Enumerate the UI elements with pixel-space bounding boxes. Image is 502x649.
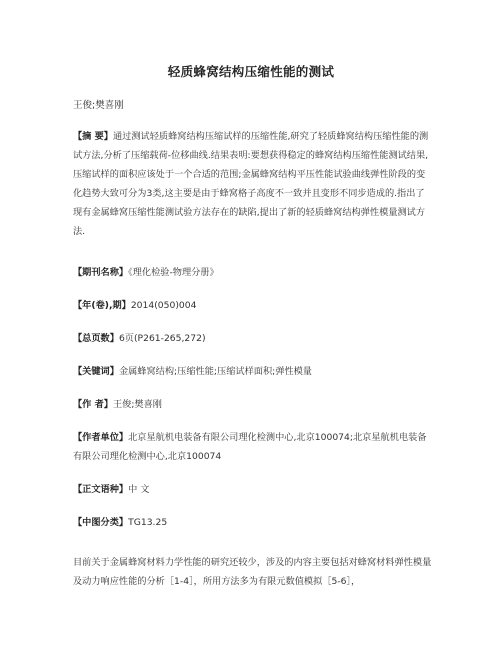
body-paragraph: 目前关于金属蜂窝材料力学性能的研究还较少，涉及的内容主要包括对蜂窝材料弹性模量及动力响应性能的分析［1-4］，所用方法多为有限元数值模拟［5-6］， <box>73 557 432 587</box>
field-value: 2014(050)004 <box>130 300 197 311</box>
field-journal-name <box>73 263 433 282</box>
field-affiliation <box>73 428 433 466</box>
field-label: 【期刊名称】 <box>73 267 129 278</box>
field-classification <box>73 513 433 532</box>
field-authors <box>73 395 433 414</box>
document-title: 轻质蜂窝结构压缩性能的测试 <box>167 64 335 79</box>
field-language <box>73 480 433 499</box>
field-value: 6页(P261-265,272) <box>118 333 206 344</box>
authors-line: 王俊;樊喜刚 <box>73 100 124 111</box>
field-volume-issue <box>73 296 433 315</box>
field-label: 【作者单位】 <box>73 432 129 443</box>
field-value: 《理化检验-物理分册》 <box>128 267 219 278</box>
field-label: 【总页数】 <box>73 333 119 344</box>
field-label: 【关键词】 <box>73 366 119 377</box>
field-value: TG13.25 <box>128 517 168 528</box>
abstract-text: 通过测试轻质蜂窝结构压缩试样的压缩性能,研究了轻质蜂窝结构压缩性能的测试方法,分析了压缩载荷-位移曲线.结果表明:要想获得稳定的蜂窝结构压缩性能测试结果,压缩试样的面积应该处于一个合适的范围;金属蜂窝结构平压性能试验曲线弹性阶段的变化趋势大致可分为3类,这主要是由于蜂窝格子高度不一致并且变形不同步造成的.指出了现有金属蜂窝压缩性能测试验方法存在的缺陷,提出了新的轻质蜂窝结构弹性模量测试方法. <box>73 131 429 237</box>
field-value: 金属蜂窝结构;压缩性能;压缩试样面积;弹性模量 <box>118 366 312 377</box>
field-total-pages <box>73 329 433 348</box>
abstract-label: 【摘 要】 <box>73 131 113 142</box>
field-value: 北京星航机电装备有限公司理化检测中心,北京100074;北京星航机电装备有限公司理化检测中心,北京100074 <box>73 432 427 462</box>
field-value: 王俊;樊喜刚 <box>112 399 162 410</box>
field-label: 【正文语种】 <box>73 484 129 495</box>
field-label: 【中图分类】 <box>73 517 129 528</box>
field-value: 中 文 <box>128 484 150 495</box>
abstract-block <box>73 127 433 241</box>
field-label: 【作 者】 <box>73 399 113 410</box>
field-label: 【年(卷),期】 <box>73 300 131 311</box>
field-keywords <box>73 362 433 381</box>
